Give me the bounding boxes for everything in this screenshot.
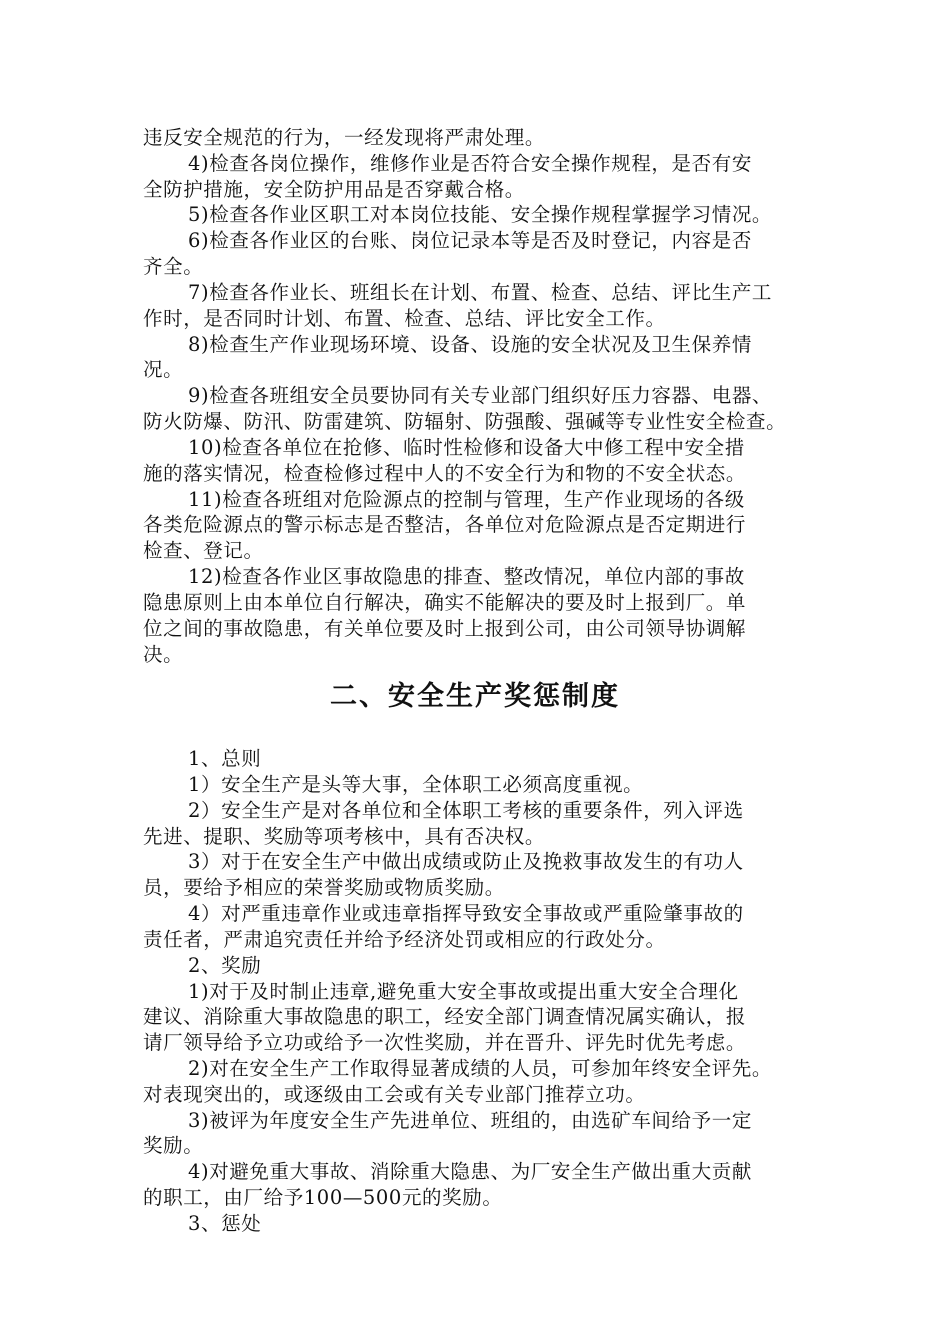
text-line: 1)对于及时制止违章,避免重大安全事故或提出重大安全合理化	[188, 980, 739, 1003]
text-line: 隐患原则上由本单位自行解决，确实不能解决的要及时上报到厂。单	[143, 591, 747, 614]
text-line: 1、总则	[188, 747, 262, 770]
text-line: 违反安全规范的行为，一经发现将严肃处理。	[143, 126, 546, 149]
text-line: 12)检查各作业区事故隐患的排查、整改情况，单位内部的事故	[188, 565, 745, 588]
text-line: 7)检查各作业长、班组长在计划、布置、检查、总结、评比生产工	[188, 281, 773, 304]
text-line: 责任者，严肃追究责任并给予经济处罚或相应的行政处分。	[143, 928, 666, 951]
text-line: 全防护措施，安全防护用品是否穿戴合格。	[143, 178, 525, 201]
text-line: 况。	[143, 358, 184, 381]
text-line: 员，要给予相应的荣誉奖励或物质奖励。	[143, 876, 505, 899]
text-line: 2）安全生产是对各单位和全体职工考核的重要条件，列入评选	[188, 799, 744, 822]
text-line: 奖励。	[143, 1134, 204, 1157]
text-line: 10)检查各单位在抢修、临时性检修和设备大中修工程中安全措	[188, 436, 745, 459]
text-line: 3、惩处	[188, 1212, 262, 1235]
text-line: 各类危险源点的警示标志是否整洁，各单位对危险源点是否定期进行	[143, 513, 747, 536]
text-line: 6)检查各作业区的台账、岗位记录本等是否及时登记，内容是否	[188, 229, 752, 252]
text-line: 2)对在安全生产工作取得显著成绩的人员，可参加年终安全评先。	[188, 1057, 773, 1080]
text-line: 决。	[143, 643, 184, 666]
text-line: 2、奖励	[188, 954, 262, 977]
text-line: 3）对于在安全生产中做出成绩或防止及挽救事故发生的有功人	[188, 850, 744, 873]
text-line: 防火防爆、防汛、防雷建筑、防辐射、防强酸、强碱等专业性安全检查。	[143, 410, 787, 433]
text-line: 8)检查生产作业现场环境、设备、设施的安全状况及卫生保养情	[188, 333, 752, 356]
text-line: 1）安全生产是头等大事，全体职工必须高度重视。	[188, 773, 644, 796]
text-line: 位之间的事故隐患，有关单位要及时上报到公司，由公司领导协调解	[143, 617, 747, 640]
text-line: 齐全。	[143, 255, 204, 278]
text-line: 4）对严重违章作业或违章指挥导致安全事故或严重险肇事故的	[188, 902, 744, 925]
text-line: 建议、消除重大事故隐患的职工，经安全部门调查情况属实确认，报	[143, 1005, 747, 1028]
text-line: 的职工，由厂给予100—500元的奖励。	[143, 1186, 503, 1209]
text-line: 3)被评为年度安全生产先进单位、班组的，由选矿车间给予一定	[188, 1109, 752, 1132]
text-line: 9)检查各班组安全员要协同有关专业部门组织好压力容器、电器、	[188, 384, 773, 407]
text-line: 4)对避免重大事故、消除重大隐患、为厂安全生产做出重大贡献	[188, 1160, 752, 1183]
text-line: 作时，是否同时计划、布置、检查、总结、评比安全工作。	[143, 307, 666, 330]
text-line: 11)检查各班组对危险源点的控制与管理，生产作业现场的各级	[188, 488, 745, 511]
text-line: 请厂领导给予立功或给予一次性奖励，并在晋升、评先时优先考虑。	[143, 1031, 747, 1054]
text-line: 4)检查各岗位操作，维修作业是否符合安全操作规程，是否有安	[188, 152, 752, 175]
section-title: 二、安全生产奖惩制度	[330, 681, 620, 712]
text-line: 对表现突出的，或逐级由工会或有关专业部门推荐立功。	[143, 1083, 646, 1106]
text-line: 施的落实情况，检查检修过程中人的不安全行为和物的不安全状态。	[143, 462, 747, 485]
text-line: 先进、提职、奖励等项考核中，具有否决权。	[143, 825, 546, 848]
text-line: 5)检查各作业区职工对本岗位技能、安全操作规程掌握学习情况。	[188, 203, 773, 226]
text-line: 检查、登记。	[143, 539, 264, 562]
